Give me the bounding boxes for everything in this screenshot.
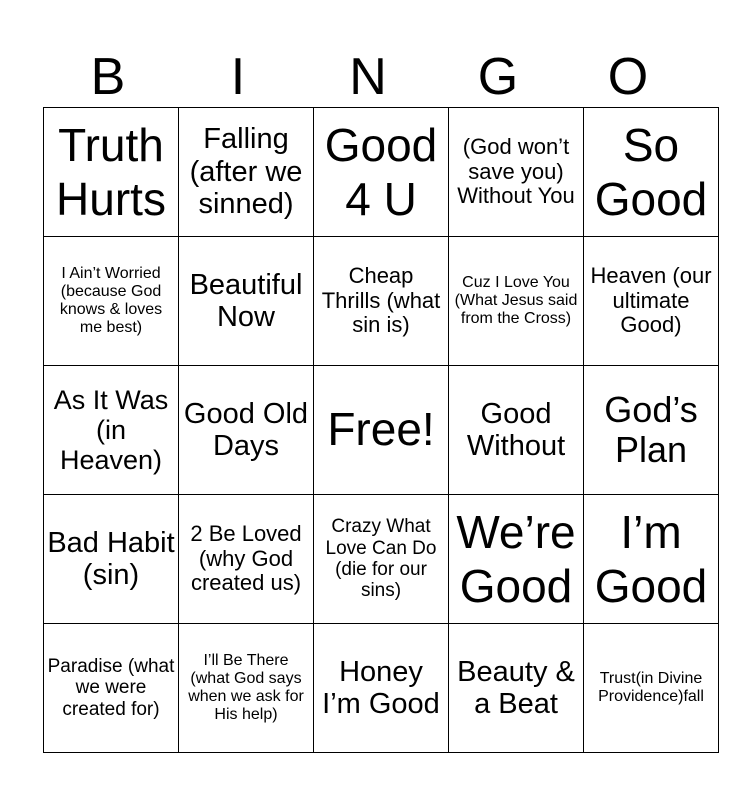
bingo-cell[interactable]: Good Old Days (179, 366, 314, 495)
bingo-card (43, 107, 719, 753)
header-letter-i: I (230, 48, 246, 106)
card-row (44, 237, 719, 366)
bingo-cell[interactable]: I Ain’t Worried (because God knows & loves me best) (44, 237, 179, 366)
bingo-cell[interactable]: As It Was (in Heaven) (44, 366, 179, 495)
bingo-cell[interactable]: Heaven (our ultimate Good) (584, 237, 719, 366)
bingo-cell[interactable]: Cheap Thrills (what sin is) (314, 237, 449, 366)
card-row (44, 366, 719, 495)
bingo-cell[interactable]: Trust(in Divine Providence)fall (584, 624, 719, 753)
card-row (44, 108, 719, 237)
card-row (44, 495, 719, 624)
bingo-cell[interactable]: 2 Be Loved (why God created us) (179, 495, 314, 624)
bingo-cell[interactable]: Bad Habit (sin) (44, 495, 179, 624)
bingo-cell[interactable]: Honey I’m Good (314, 624, 449, 753)
bingo-cell[interactable]: I’m Good (584, 495, 719, 624)
bingo-cell[interactable]: I’ll Be There (what God says when we ask for His help) (179, 624, 314, 753)
bingo-cell[interactable]: Good Without (449, 366, 584, 495)
bingo-cell[interactable]: God’s Plan (584, 366, 719, 495)
header-letter-g: G (477, 48, 519, 106)
bingo-cell[interactable]: (God won’t save you) Without You (449, 108, 584, 237)
bingo-cell[interactable]: Beautiful Now (179, 237, 314, 366)
bingo-cell[interactable]: Falling (after we sinned) (179, 108, 314, 237)
bingo-cell[interactable]: Good 4 U (314, 108, 449, 237)
bingo-cell[interactable]: We’re Good (449, 495, 584, 624)
free-space-cell[interactable]: Free! (314, 366, 449, 495)
header-letter-b: B (90, 48, 126, 106)
card-row (44, 624, 719, 753)
bingo-cell[interactable]: Beauty & a Beat (449, 624, 584, 753)
bingo-header (43, 46, 693, 108)
header-letter-n: N (349, 48, 387, 106)
header-letter-o: O (607, 48, 649, 106)
bingo-cell[interactable]: So Good (584, 108, 719, 237)
bingo-cell[interactable]: Paradise (what we were created for) (44, 624, 179, 753)
bingo-cell[interactable]: Cuz I Love You (What Jesus said from the Cross) (449, 237, 584, 366)
bingo-cell[interactable]: Crazy What Love Can Do (die for our sins) (314, 495, 449, 624)
bingo-cell[interactable]: Truth Hurts (44, 108, 179, 237)
